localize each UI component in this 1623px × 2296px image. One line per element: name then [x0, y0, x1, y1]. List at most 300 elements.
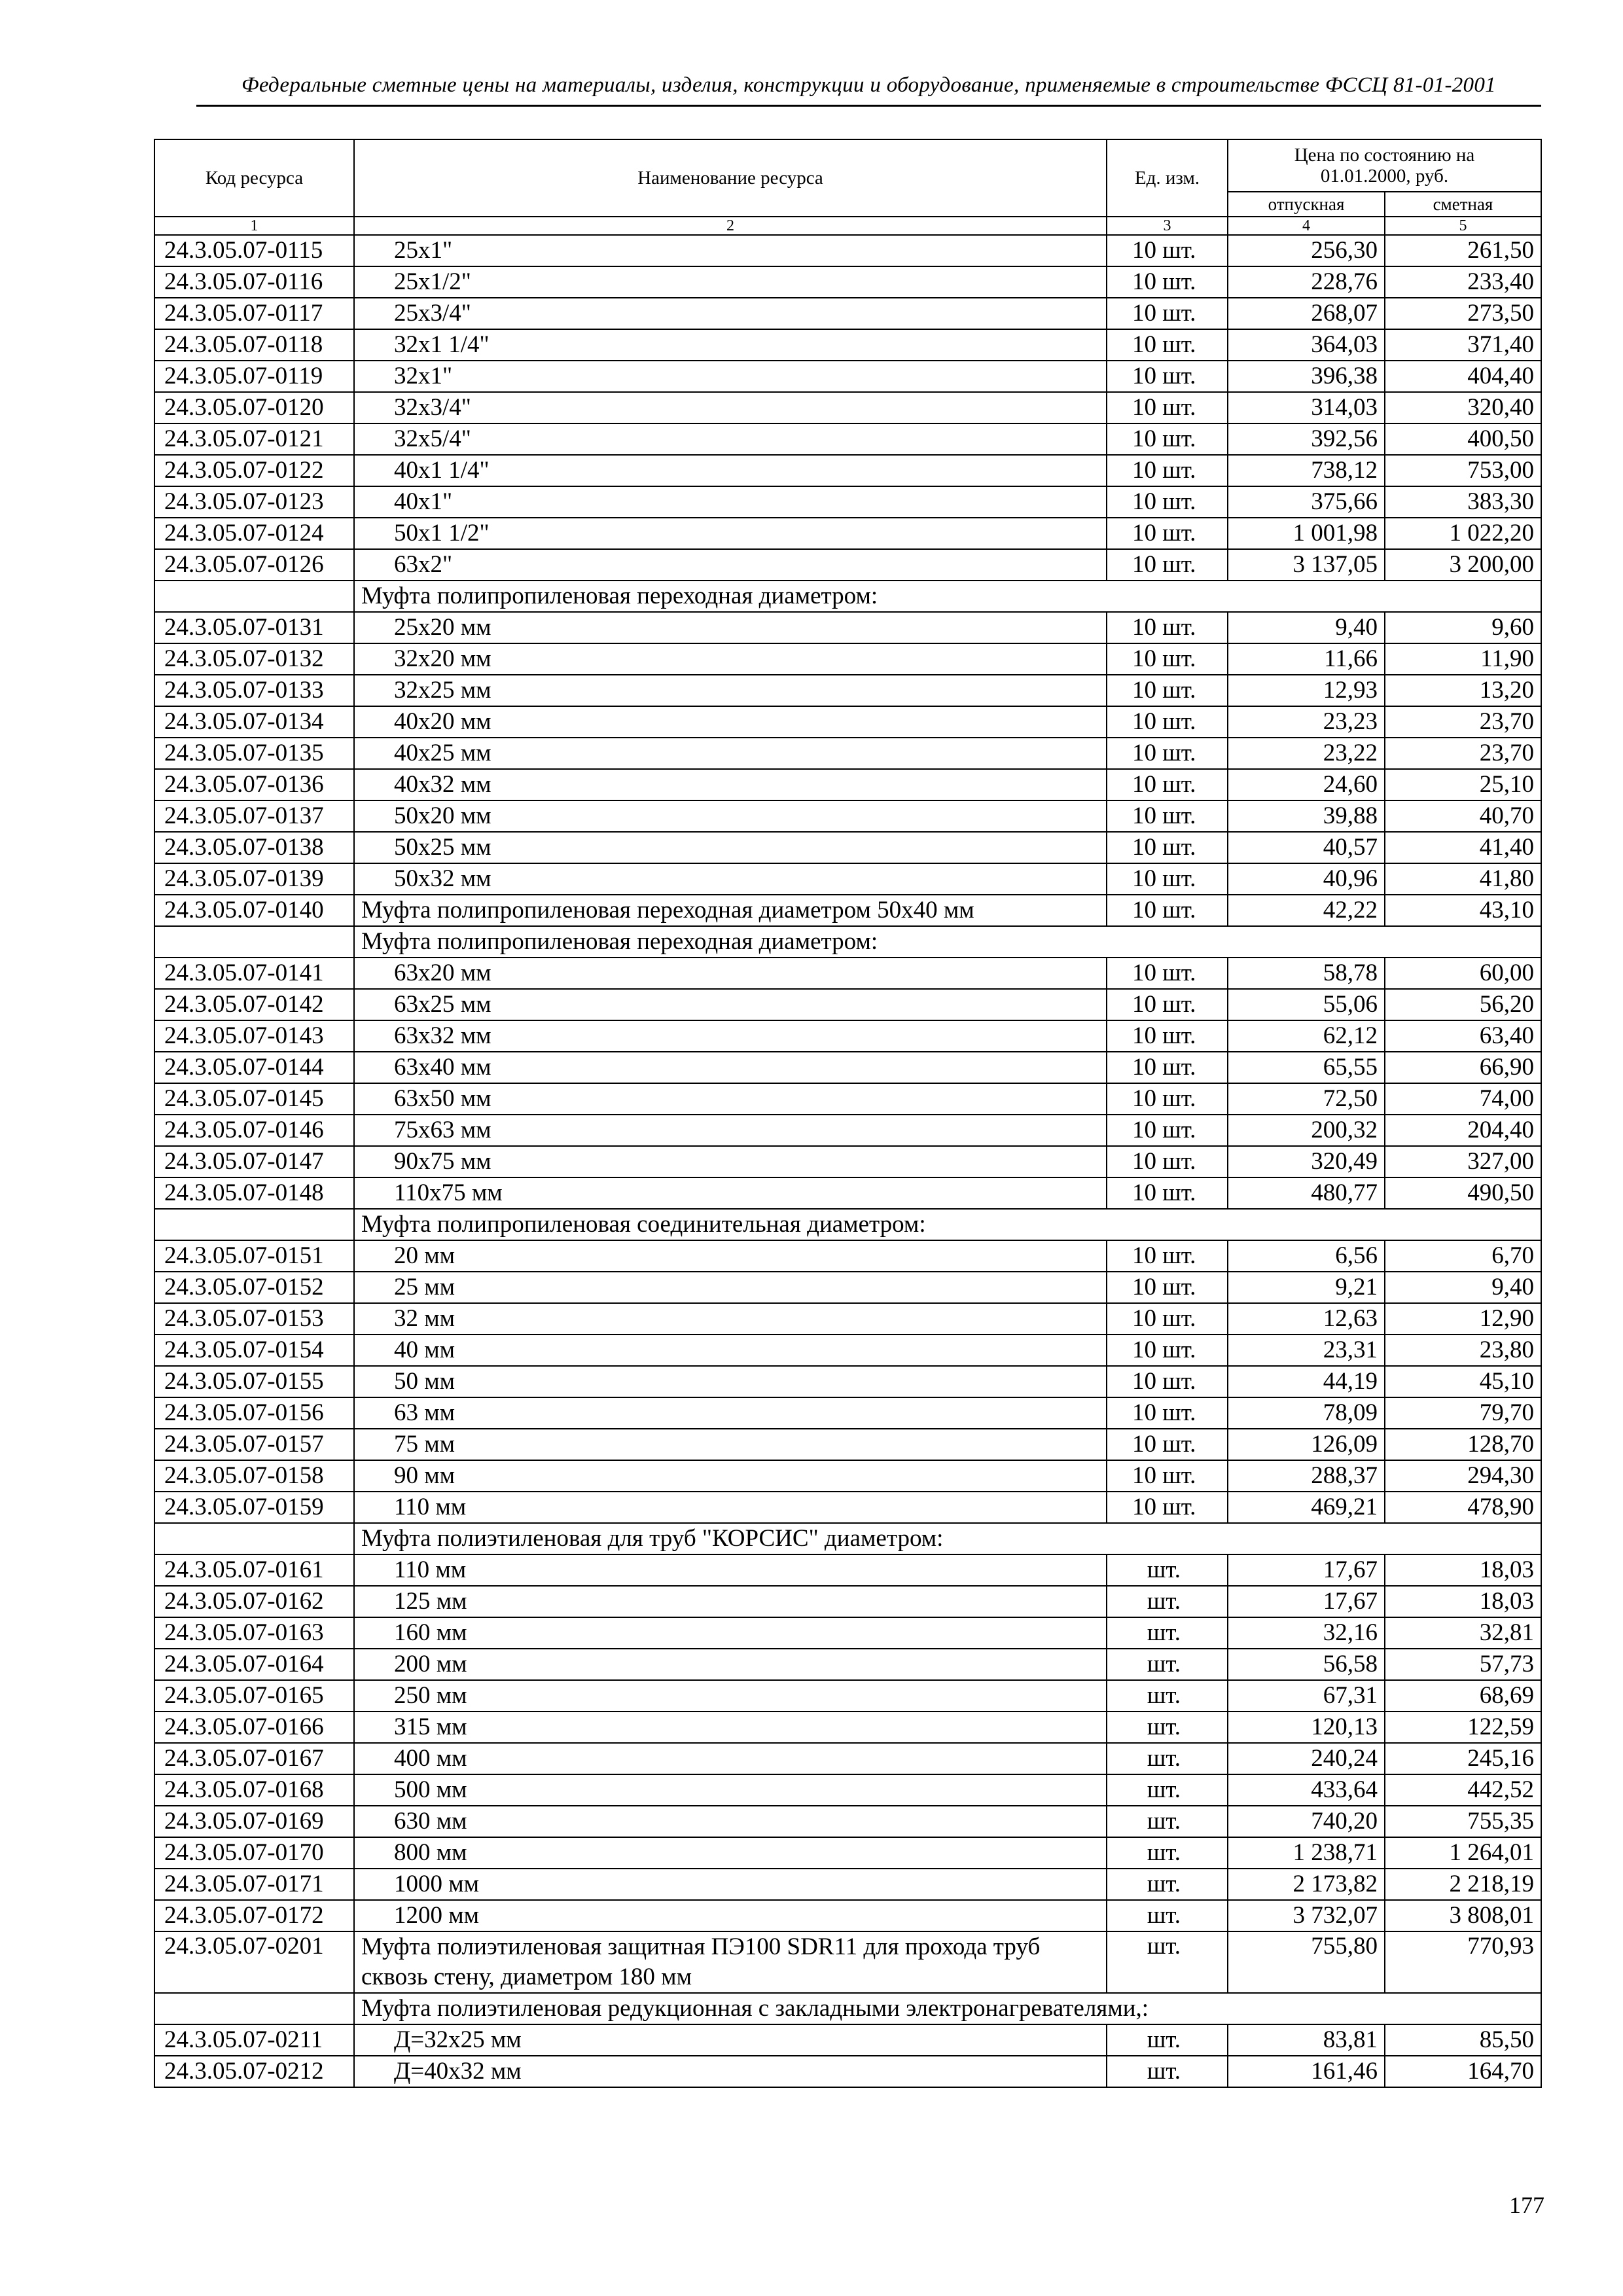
release-price: 17,67 — [1228, 1554, 1385, 1586]
resource-name: Муфта полиэтиленовая защитная ПЭ100 SDR11 для прохода труб сквозь стену, диаметром 180 мм — [354, 1931, 1107, 1993]
estimate-price: 770,93 — [1385, 1931, 1541, 1993]
group-heading-row — [154, 1993, 1541, 2024]
resource-code: 24.3.05.07-0121 — [154, 423, 354, 455]
resource-code: 24.3.05.07-0163 — [154, 1617, 354, 1649]
resource-name: 1000 мм — [354, 1869, 1107, 1900]
resource-code: 24.3.05.07-0168 — [154, 1774, 354, 1806]
resource-code: 24.3.05.07-0157 — [154, 1429, 354, 1460]
resource-name: 40 мм — [354, 1335, 1107, 1366]
resource-name: 400 мм — [354, 1743, 1107, 1774]
group-heading: Муфта полипропиленовая соединительная диаметром: — [354, 1209, 1541, 1240]
release-price: 58,78 — [1228, 958, 1385, 989]
column-number: 1 — [154, 217, 354, 235]
table-row — [154, 329, 1541, 361]
estimate-price: 164,70 — [1385, 2056, 1541, 2087]
unit-of-measure: 10 шт. — [1107, 329, 1228, 361]
unit-of-measure: 10 шт. — [1107, 235, 1228, 266]
estimate-price: 122,59 — [1385, 1712, 1541, 1743]
table-row — [154, 1083, 1541, 1115]
release-price: 72,50 — [1228, 1083, 1385, 1115]
resource-name: 20 мм — [354, 1240, 1107, 1272]
estimate-price: 12,90 — [1385, 1303, 1541, 1335]
resource-code: 24.3.05.07-0154 — [154, 1335, 354, 1366]
resource-code: 24.3.05.07-0140 — [154, 895, 354, 926]
table-row — [154, 1586, 1541, 1617]
estimate-price: 23,70 — [1385, 738, 1541, 769]
unit-of-measure: 10 шт. — [1107, 1397, 1228, 1429]
estimate-price: 68,69 — [1385, 1680, 1541, 1712]
resource-code: 24.3.05.07-0132 — [154, 643, 354, 675]
unit-of-measure: 10 шт. — [1107, 1052, 1228, 1083]
release-price: 433,64 — [1228, 1774, 1385, 1806]
release-price: 392,56 — [1228, 423, 1385, 455]
resource-name: 90х75 мм — [354, 1146, 1107, 1177]
release-price: 40,57 — [1228, 832, 1385, 863]
release-price: 23,22 — [1228, 738, 1385, 769]
unit-of-measure: 10 шт. — [1107, 895, 1228, 926]
unit-of-measure: 10 шт. — [1107, 1240, 1228, 1272]
table-row — [154, 1869, 1541, 1900]
table-row — [154, 1115, 1541, 1146]
resource-name: 32х20 мм — [354, 643, 1107, 675]
release-price: 9,40 — [1228, 612, 1385, 643]
resource-name: 63х50 мм — [354, 1083, 1107, 1115]
header-name: Наименование ресурса — [354, 139, 1107, 217]
release-price: 32,16 — [1228, 1617, 1385, 1649]
resource-code: 24.3.05.07-0162 — [154, 1586, 354, 1617]
estimate-price: 3 200,00 — [1385, 549, 1541, 581]
resource-name: 25 мм — [354, 1272, 1107, 1303]
table-row — [154, 1806, 1541, 1837]
estimate-price: 327,00 — [1385, 1146, 1541, 1177]
release-price: 314,03 — [1228, 392, 1385, 423]
estimate-price: 13,20 — [1385, 675, 1541, 706]
resource-code: 24.3.05.07-0139 — [154, 863, 354, 895]
resource-name: 50 мм — [354, 1366, 1107, 1397]
resource-code: 24.3.05.07-0151 — [154, 1240, 354, 1272]
resource-code: 24.3.05.07-0146 — [154, 1115, 354, 1146]
resource-code: 24.3.05.07-0158 — [154, 1460, 354, 1492]
estimate-price: 79,70 — [1385, 1397, 1541, 1429]
resource-code: 24.3.05.07-0143 — [154, 1020, 354, 1052]
resource-name: 630 мм — [354, 1806, 1107, 1837]
resource-code: 24.3.05.07-0164 — [154, 1649, 354, 1680]
resource-name: 63 мм — [354, 1397, 1107, 1429]
column-number: 3 — [1107, 217, 1228, 235]
release-price: 55,06 — [1228, 989, 1385, 1020]
resource-name: 50х25 мм — [354, 832, 1107, 863]
estimate-price: 383,30 — [1385, 486, 1541, 518]
table-row — [154, 298, 1541, 329]
unit-of-measure: шт. — [1107, 1712, 1228, 1743]
resource-code: 24.3.05.07-0166 — [154, 1712, 354, 1743]
resource-code: 24.3.05.07-0131 — [154, 612, 354, 643]
estimate-price: 32,81 — [1385, 1617, 1541, 1649]
unit-of-measure: шт. — [1107, 1743, 1228, 1774]
release-price: 256,30 — [1228, 235, 1385, 266]
table-row — [154, 1366, 1541, 1397]
unit-of-measure: шт. — [1107, 2056, 1228, 2087]
estimate-price: 3 808,01 — [1385, 1900, 1541, 1931]
resource-code: 24.3.05.07-0171 — [154, 1869, 354, 1900]
group-code-cell — [154, 926, 354, 958]
table-row — [154, 800, 1541, 832]
estimate-price: 45,10 — [1385, 1366, 1541, 1397]
resource-name: 40х25 мм — [354, 738, 1107, 769]
release-price: 11,66 — [1228, 643, 1385, 675]
resource-name: Д=32х25 мм — [354, 2024, 1107, 2056]
estimate-price: 23,80 — [1385, 1335, 1541, 1366]
estimate-price: 85,50 — [1385, 2024, 1541, 2056]
release-price: 17,67 — [1228, 1586, 1385, 1617]
release-price: 56,58 — [1228, 1649, 1385, 1680]
resource-name: 40х32 мм — [354, 769, 1107, 800]
estimate-price: 56,20 — [1385, 989, 1541, 1020]
estimate-price: 25,10 — [1385, 769, 1541, 800]
unit-of-measure: 10 шт. — [1107, 392, 1228, 423]
release-price: 268,07 — [1228, 298, 1385, 329]
resource-code: 24.3.05.07-0147 — [154, 1146, 354, 1177]
resource-code: 24.3.05.07-0141 — [154, 958, 354, 989]
table-body — [154, 235, 1541, 2087]
table-row — [154, 1837, 1541, 1869]
unit-of-measure: шт. — [1107, 1554, 1228, 1586]
table-row — [154, 2024, 1541, 2056]
group-heading: Муфта полипропиленовая переходная диаметром: — [354, 926, 1541, 958]
resource-code: 24.3.05.07-0136 — [154, 769, 354, 800]
unit-of-measure: 10 шт. — [1107, 800, 1228, 832]
table-row — [154, 675, 1541, 706]
unit-of-measure: шт. — [1107, 2024, 1228, 2056]
resource-name: 75х63 мм — [354, 1115, 1107, 1146]
table-row — [154, 1680, 1541, 1712]
release-price: 65,55 — [1228, 1052, 1385, 1083]
release-price: 3 137,05 — [1228, 549, 1385, 581]
resource-code: 24.3.05.07-0212 — [154, 2056, 354, 2087]
estimate-price: 9,60 — [1385, 612, 1541, 643]
resource-name: 32х5/4" — [354, 423, 1107, 455]
release-price: 755,80 — [1228, 1931, 1385, 1993]
estimate-price: 18,03 — [1385, 1586, 1541, 1617]
estimate-price: 273,50 — [1385, 298, 1541, 329]
table-row — [154, 1774, 1541, 1806]
header-release-price: отпускная — [1228, 192, 1385, 217]
resource-code: 24.3.05.07-0167 — [154, 1743, 354, 1774]
resource-code: 24.3.05.07-0201 — [154, 1931, 354, 1993]
table-row — [154, 958, 1541, 989]
resource-code: 24.3.05.07-0122 — [154, 455, 354, 486]
header-unit: Ед. изм. — [1107, 139, 1228, 217]
resource-name: 1200 мм — [354, 1900, 1107, 1931]
table-row — [154, 266, 1541, 298]
resource-name: 32х1 1/4" — [354, 329, 1107, 361]
group-code-cell — [154, 1523, 354, 1554]
release-price: 23,31 — [1228, 1335, 1385, 1366]
unit-of-measure: 10 шт. — [1107, 643, 1228, 675]
unit-of-measure: 10 шт. — [1107, 1083, 1228, 1115]
resource-name: 50х1 1/2" — [354, 518, 1107, 549]
table-row — [154, 1743, 1541, 1774]
unit-of-measure: 10 шт. — [1107, 863, 1228, 895]
unit-of-measure: шт. — [1107, 1617, 1228, 1649]
resource-code: 24.3.05.07-0116 — [154, 266, 354, 298]
unit-of-measure: 10 шт. — [1107, 1366, 1228, 1397]
release-price: 161,46 — [1228, 2056, 1385, 2087]
group-heading-row — [154, 1523, 1541, 1554]
estimate-price: 128,70 — [1385, 1429, 1541, 1460]
release-price: 1 238,71 — [1228, 1837, 1385, 1869]
release-price: 12,93 — [1228, 675, 1385, 706]
estimate-price: 1 022,20 — [1385, 518, 1541, 549]
table-row — [154, 643, 1541, 675]
unit-of-measure: 10 шт. — [1107, 1272, 1228, 1303]
resource-code: 24.3.05.07-0135 — [154, 738, 354, 769]
resource-name: 90 мм — [354, 1460, 1107, 1492]
unit-of-measure: 10 шт. — [1107, 361, 1228, 392]
unit-of-measure: 10 шт. — [1107, 1177, 1228, 1209]
release-price: 200,32 — [1228, 1115, 1385, 1146]
resource-code: 24.3.05.07-0159 — [154, 1492, 354, 1523]
unit-of-measure: шт. — [1107, 1931, 1228, 1993]
resource-name: 63х20 мм — [354, 958, 1107, 989]
estimate-price: 23,70 — [1385, 706, 1541, 738]
release-price: 126,09 — [1228, 1429, 1385, 1460]
resource-code: 24.3.05.07-0138 — [154, 832, 354, 863]
estimate-price: 294,30 — [1385, 1460, 1541, 1492]
resource-name: 63х25 мм — [354, 989, 1107, 1020]
resource-code: 24.3.05.07-0117 — [154, 298, 354, 329]
table-row — [154, 549, 1541, 581]
resource-name: 32х25 мм — [354, 675, 1107, 706]
estimate-price: 6,70 — [1385, 1240, 1541, 1272]
unit-of-measure: 10 шт. — [1107, 612, 1228, 643]
resource-code: 24.3.05.07-0126 — [154, 549, 354, 581]
unit-of-measure: 10 шт. — [1107, 1146, 1228, 1177]
estimate-price: 204,40 — [1385, 1115, 1541, 1146]
resource-code: 24.3.05.07-0134 — [154, 706, 354, 738]
resource-name: 32х1" — [354, 361, 1107, 392]
unit-of-measure: 10 шт. — [1107, 958, 1228, 989]
release-price: 228,76 — [1228, 266, 1385, 298]
release-price: 364,03 — [1228, 329, 1385, 361]
table-row — [154, 361, 1541, 392]
unit-of-measure: 10 шт. — [1107, 989, 1228, 1020]
resource-code: 24.3.05.07-0172 — [154, 1900, 354, 1931]
table-row — [154, 1397, 1541, 1429]
table-row — [154, 863, 1541, 895]
resource-name: 110 мм — [354, 1554, 1107, 1586]
resource-code: 24.3.05.07-0142 — [154, 989, 354, 1020]
unit-of-measure: шт. — [1107, 1869, 1228, 1900]
table-row — [154, 423, 1541, 455]
resource-code: 24.3.05.07-0165 — [154, 1680, 354, 1712]
group-heading-row — [154, 581, 1541, 612]
unit-of-measure: 10 шт. — [1107, 1020, 1228, 1052]
unit-of-measure: 10 шт. — [1107, 1303, 1228, 1335]
resource-name: 25х20 мм — [354, 612, 1107, 643]
unit-of-measure: шт. — [1107, 1900, 1228, 1931]
release-price: 9,21 — [1228, 1272, 1385, 1303]
resource-code: 24.3.05.07-0153 — [154, 1303, 354, 1335]
resource-code: 24.3.05.07-0137 — [154, 800, 354, 832]
resource-code: 24.3.05.07-0155 — [154, 1366, 354, 1397]
table-row — [154, 1649, 1541, 1680]
unit-of-measure: шт. — [1107, 1649, 1228, 1680]
resource-name: 110х75 мм — [354, 1177, 1107, 1209]
release-price: 396,38 — [1228, 361, 1385, 392]
unit-of-measure: 10 шт. — [1107, 1429, 1228, 1460]
release-price: 40,96 — [1228, 863, 1385, 895]
release-price: 469,21 — [1228, 1492, 1385, 1523]
release-price: 24,60 — [1228, 769, 1385, 800]
resource-code: 24.3.05.07-0156 — [154, 1397, 354, 1429]
release-price: 78,09 — [1228, 1397, 1385, 1429]
resource-name: 110 мм — [354, 1492, 1107, 1523]
unit-of-measure: 10 шт. — [1107, 1115, 1228, 1146]
unit-of-measure: 10 шт. — [1107, 298, 1228, 329]
unit-of-measure: 10 шт. — [1107, 1460, 1228, 1492]
estimate-price: 755,35 — [1385, 1806, 1541, 1837]
unit-of-measure: 10 шт. — [1107, 738, 1228, 769]
column-number: 5 — [1385, 217, 1541, 235]
estimate-price: 1 264,01 — [1385, 1837, 1541, 1869]
table-row — [154, 1240, 1541, 1272]
release-price: 375,66 — [1228, 486, 1385, 518]
unit-of-measure: 10 шт. — [1107, 832, 1228, 863]
estimate-price: 9,40 — [1385, 1272, 1541, 1303]
release-price: 42,22 — [1228, 895, 1385, 926]
table-row — [154, 1617, 1541, 1649]
resource-name: 160 мм — [354, 1617, 1107, 1649]
table-row — [154, 769, 1541, 800]
unit-of-measure: 10 шт. — [1107, 769, 1228, 800]
table-row — [154, 1303, 1541, 1335]
release-price: 480,77 — [1228, 1177, 1385, 1209]
resource-name: 40х1 1/4" — [354, 455, 1107, 486]
estimate-price: 490,50 — [1385, 1177, 1541, 1209]
price-table — [154, 139, 1542, 2088]
release-price: 83,81 — [1228, 2024, 1385, 2056]
estimate-price: 11,90 — [1385, 643, 1541, 675]
table-row — [154, 1272, 1541, 1303]
estimate-price: 261,50 — [1385, 235, 1541, 266]
table-row — [154, 895, 1541, 926]
unit-of-measure: 10 шт. — [1107, 706, 1228, 738]
estimate-price: 2 218,19 — [1385, 1869, 1541, 1900]
resource-code: 24.3.05.07-0211 — [154, 2024, 354, 2056]
resource-name: 25х1" — [354, 235, 1107, 266]
resource-name: 25х1/2" — [354, 266, 1107, 298]
header-rule — [196, 105, 1541, 107]
estimate-price: 41,40 — [1385, 832, 1541, 863]
column-number: 2 — [354, 217, 1107, 235]
table-row — [154, 1712, 1541, 1743]
estimate-price: 442,52 — [1385, 1774, 1541, 1806]
table-row — [154, 738, 1541, 769]
release-price: 6,56 — [1228, 1240, 1385, 1272]
group-code-cell — [154, 581, 354, 612]
page-number: 177 — [1509, 2192, 1544, 2218]
unit-of-measure: шт. — [1107, 1680, 1228, 1712]
table-row — [154, 235, 1541, 266]
release-price: 2 173,82 — [1228, 1869, 1385, 1900]
table-row — [154, 1492, 1541, 1523]
table-row — [154, 1429, 1541, 1460]
resource-code: 24.3.05.07-0161 — [154, 1554, 354, 1586]
header-price-group: Цена по состоянию на 01.01.2000, руб. — [1228, 139, 1541, 192]
resource-name: 315 мм — [354, 1712, 1107, 1743]
release-price: 62,12 — [1228, 1020, 1385, 1052]
resource-name: 25х3/4" — [354, 298, 1107, 329]
unit-of-measure: 10 шт. — [1107, 518, 1228, 549]
group-heading-row — [154, 926, 1541, 958]
unit-of-measure: 10 шт. — [1107, 1492, 1228, 1523]
group-heading: Муфта полиэтиленовая редукционная с закладными электронагревателями,: — [354, 1993, 1541, 2024]
unit-of-measure: 10 шт. — [1107, 549, 1228, 581]
resource-name: 32 мм — [354, 1303, 1107, 1335]
unit-of-measure: 10 шт. — [1107, 486, 1228, 518]
table-row — [154, 612, 1541, 643]
estimate-price: 404,40 — [1385, 361, 1541, 392]
estimate-price: 233,40 — [1385, 266, 1541, 298]
release-price: 3 732,07 — [1228, 1900, 1385, 1931]
table-row — [154, 832, 1541, 863]
estimate-price: 400,50 — [1385, 423, 1541, 455]
release-price: 44,19 — [1228, 1366, 1385, 1397]
table-row — [154, 1460, 1541, 1492]
header-estimate-price: сметная — [1385, 192, 1541, 217]
estimate-price: 478,90 — [1385, 1492, 1541, 1523]
unit-of-measure: шт. — [1107, 1806, 1228, 1837]
resource-name: Муфта полипропиленовая переходная диаметром 50х40 мм — [354, 895, 1107, 926]
estimate-price: 66,90 — [1385, 1052, 1541, 1083]
table-row — [154, 1554, 1541, 1586]
estimate-price: 60,00 — [1385, 958, 1541, 989]
table-row — [154, 1146, 1541, 1177]
table-row — [154, 455, 1541, 486]
release-price: 39,88 — [1228, 800, 1385, 832]
table-row — [154, 1020, 1541, 1052]
estimate-price: 63,40 — [1385, 1020, 1541, 1052]
resource-code: 24.3.05.07-0145 — [154, 1083, 354, 1115]
resource-code: 24.3.05.07-0144 — [154, 1052, 354, 1083]
table-row — [154, 518, 1541, 549]
release-price: 240,24 — [1228, 1743, 1385, 1774]
unit-of-measure: 10 шт. — [1107, 1335, 1228, 1366]
release-price: 738,12 — [1228, 455, 1385, 486]
unit-of-measure: 10 шт. — [1107, 455, 1228, 486]
resource-name: 125 мм — [354, 1586, 1107, 1617]
release-price: 23,23 — [1228, 706, 1385, 738]
resource-name: 63х40 мм — [354, 1052, 1107, 1083]
table-row — [154, 486, 1541, 518]
resource-code: 24.3.05.07-0118 — [154, 329, 354, 361]
release-price: 120,13 — [1228, 1712, 1385, 1743]
unit-of-measure: шт. — [1107, 1837, 1228, 1869]
resource-name: 500 мм — [354, 1774, 1107, 1806]
table-row — [154, 1335, 1541, 1366]
resource-code: 24.3.05.07-0148 — [154, 1177, 354, 1209]
release-price: 12,63 — [1228, 1303, 1385, 1335]
resource-code: 24.3.05.07-0123 — [154, 486, 354, 518]
resource-code: 24.3.05.07-0124 — [154, 518, 354, 549]
table-row — [154, 2056, 1541, 2087]
release-price: 740,20 — [1228, 1806, 1385, 1837]
estimate-price: 40,70 — [1385, 800, 1541, 832]
header-code: Код ресурса — [154, 139, 354, 217]
group-heading: Муфта полипропиленовая переходная диаметром: — [354, 581, 1541, 612]
unit-of-measure: 10 шт. — [1107, 266, 1228, 298]
